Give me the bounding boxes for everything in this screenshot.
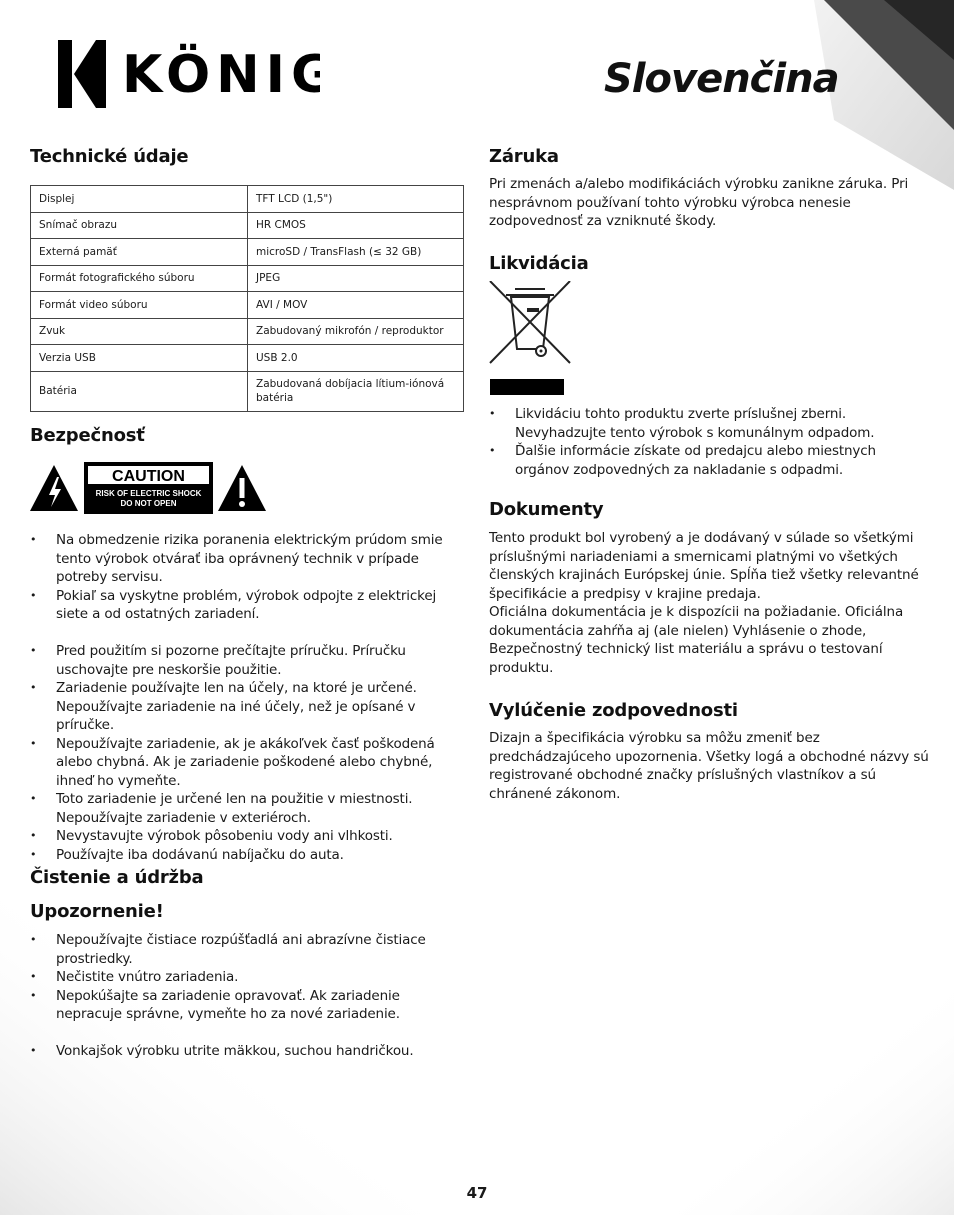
safety-list (30, 531, 466, 864)
disclaimer-section (489, 700, 929, 803)
documents-heading: Dokumenty (489, 499, 604, 520)
list-item: • Nečistite vnútro zariadenia. (30, 968, 466, 987)
table-row (31, 318, 464, 345)
spec-value: TFT LCD (1,5") (248, 186, 464, 213)
caution-label (30, 461, 466, 515)
spec-value: AVI / MOV (248, 292, 464, 319)
spec-value: USB 2.0 (248, 345, 464, 372)
list-item: • Nevystavujte výrobok pôsobeniu vody ani vlhkosti. (30, 827, 466, 846)
spec-key: Batéria (31, 371, 248, 411)
table-row (31, 239, 464, 266)
cleaning-list (30, 931, 466, 1061)
list-item: • Pred použitím si pozorne prečítajte príručku. Príručku uschovajte pre neskoršie použitie. (30, 642, 466, 679)
table-row (31, 212, 464, 239)
spec-table (30, 185, 464, 412)
table-row (31, 186, 464, 213)
table-row (31, 371, 464, 411)
list-item: • Nepoužívajte zariadenie, ak je akákoľvek časť poškodená alebo chybná. Ak je zariadenie poškodené alebo chybné, ihneď ho vymeňte. (30, 735, 466, 791)
warranty-text: Pri zmenách a/alebo modifikáciách výrobku zanikne záruka. Pri nesprávnom používaní tohto výrobku výrobca nenesie zodpovednosť za vzniknuté škody. (489, 176, 909, 229)
list-item: • Zariadenie používajte len na účely, na ktoré je určené. Nepoužívajte zariadenie na iné účely, než je opísané v príručke. (30, 679, 466, 735)
spec-key: Formát fotografického súboru (31, 265, 248, 292)
table-row (31, 265, 464, 292)
table-row (31, 292, 464, 319)
list-item: • Toto zariadenie je určené len na použitie v miestnosti. Nepoužívajte zariadenie v exteriéroch. (30, 790, 466, 827)
caution-line2: DO NOT OPEN (120, 499, 177, 508)
list-item: • Ďalšie informácie získate od predajcu alebo miestnych orgánov zodpovedných za nakladanie s odpadmi. (489, 442, 929, 479)
caution-title: CAUTION (112, 468, 185, 485)
list-item: • Likvidáciu tohto produktu zverte príslušnej zberni. Nevyhadzujte tento výrobok s komunálnym odpadom. (489, 405, 929, 442)
disclaimer-text: Dizajn a špecifikácia výrobku sa môžu zmeniť bez predchádzajúceho upozornenia. Všetky logá a obchodné názvy sú registrované obchodné značky príslušných vlastníkov a sú chránené zákonom. (489, 730, 929, 802)
spec-key: Externá pamäť (31, 239, 248, 266)
warranty-heading: Záruka (489, 146, 559, 167)
safety-section (30, 425, 466, 864)
spec-key: Snímač obrazu (31, 212, 248, 239)
spec-key: Zvuk (31, 318, 248, 345)
documents-text: Tento produkt bol vyrobený a je dodávaný v súlade so všetkými príslušnými nariadeniami a smernicami platnými vo všetkých členských krajinách Európskej únie. Spĺňa tiež všetky relevantné špecifikácie a predpisy v krajine predaja. (489, 530, 919, 602)
list-item: • Používajte iba dodávanú nabíjačku do auta. (30, 846, 466, 865)
cleaning-section (30, 867, 466, 1061)
spec-value: HR CMOS (248, 212, 464, 239)
spec-key: Displej (31, 186, 248, 213)
tech-heading: Technické údaje (30, 146, 189, 167)
list-item: • Na obmedzenie rizika poranenia elektrickým prúdom smie tento výrobok otvárať iba oprávnený technik v prípade potreby servisu. (30, 531, 466, 587)
spec-key: Verzia USB (31, 345, 248, 372)
warning-heading: Upozornenie! (30, 901, 164, 922)
safety-heading: Bezpečnosť (30, 425, 145, 446)
disclaimer-heading: Vylúčenie zodpovednosti (489, 700, 738, 721)
exclamation-warning-icon (218, 465, 266, 511)
weee-bin-icon (489, 281, 573, 399)
disposal-heading: Likvidácia (489, 253, 589, 274)
spec-value: Zabudovaná dobíjacia lítium-iónová batéria (248, 371, 464, 411)
caution-line1: RISK OF ELECTRIC SHOCK (95, 489, 202, 498)
documents-text-2: Oficiálna dokumentácia je k dispozícii na požiadanie. Oficiálna dokumentácia zahŕňa aj (ale nielen) Vyhlásenie o zhode, Bezpečnostný technický list materiálu a správu o testovaní produktu. (489, 604, 904, 676)
spec-value: microSD / TransFlash (≤ 32 GB) (248, 239, 464, 266)
language-title: Slovenčina (604, 56, 839, 102)
spec-value: JPEG (248, 265, 464, 292)
table-row (31, 345, 464, 372)
list-item: • Pokiaľ sa vyskytne problém, výrobok odpojte z elektrickej siete a od ostatných zariadení. (30, 587, 466, 624)
disposal-list (489, 405, 929, 479)
konig-logo (58, 40, 320, 112)
list-item: • Vonkajšok výrobku utrite mäkkou, suchou handričkou. (30, 1042, 466, 1061)
tech-section (30, 146, 466, 412)
page-number: 47 (466, 1184, 488, 1202)
list-item: • Nepokúšajte sa zariadenie opravovať. Ak zariadenie nepracuje správne, vymeňte ho za nové zariadenie. (30, 987, 466, 1024)
shock-warning-icon (30, 465, 78, 511)
documents-section (489, 499, 929, 677)
disposal-section (489, 253, 929, 479)
list-item: • Nepoužívajte čistiace rozpúšťadlá ani abrazívne čistiace prostriedky. (30, 931, 466, 968)
spec-value: Zabudovaný mikrofón / reproduktor (248, 318, 464, 345)
warranty-section (489, 146, 929, 231)
cleaning-heading: Čistenie a údržba (30, 867, 204, 888)
caution-box (84, 462, 213, 514)
brand-wordmark: KÖNIG (122, 45, 320, 105)
spec-key: Formát video súboru (31, 292, 248, 319)
